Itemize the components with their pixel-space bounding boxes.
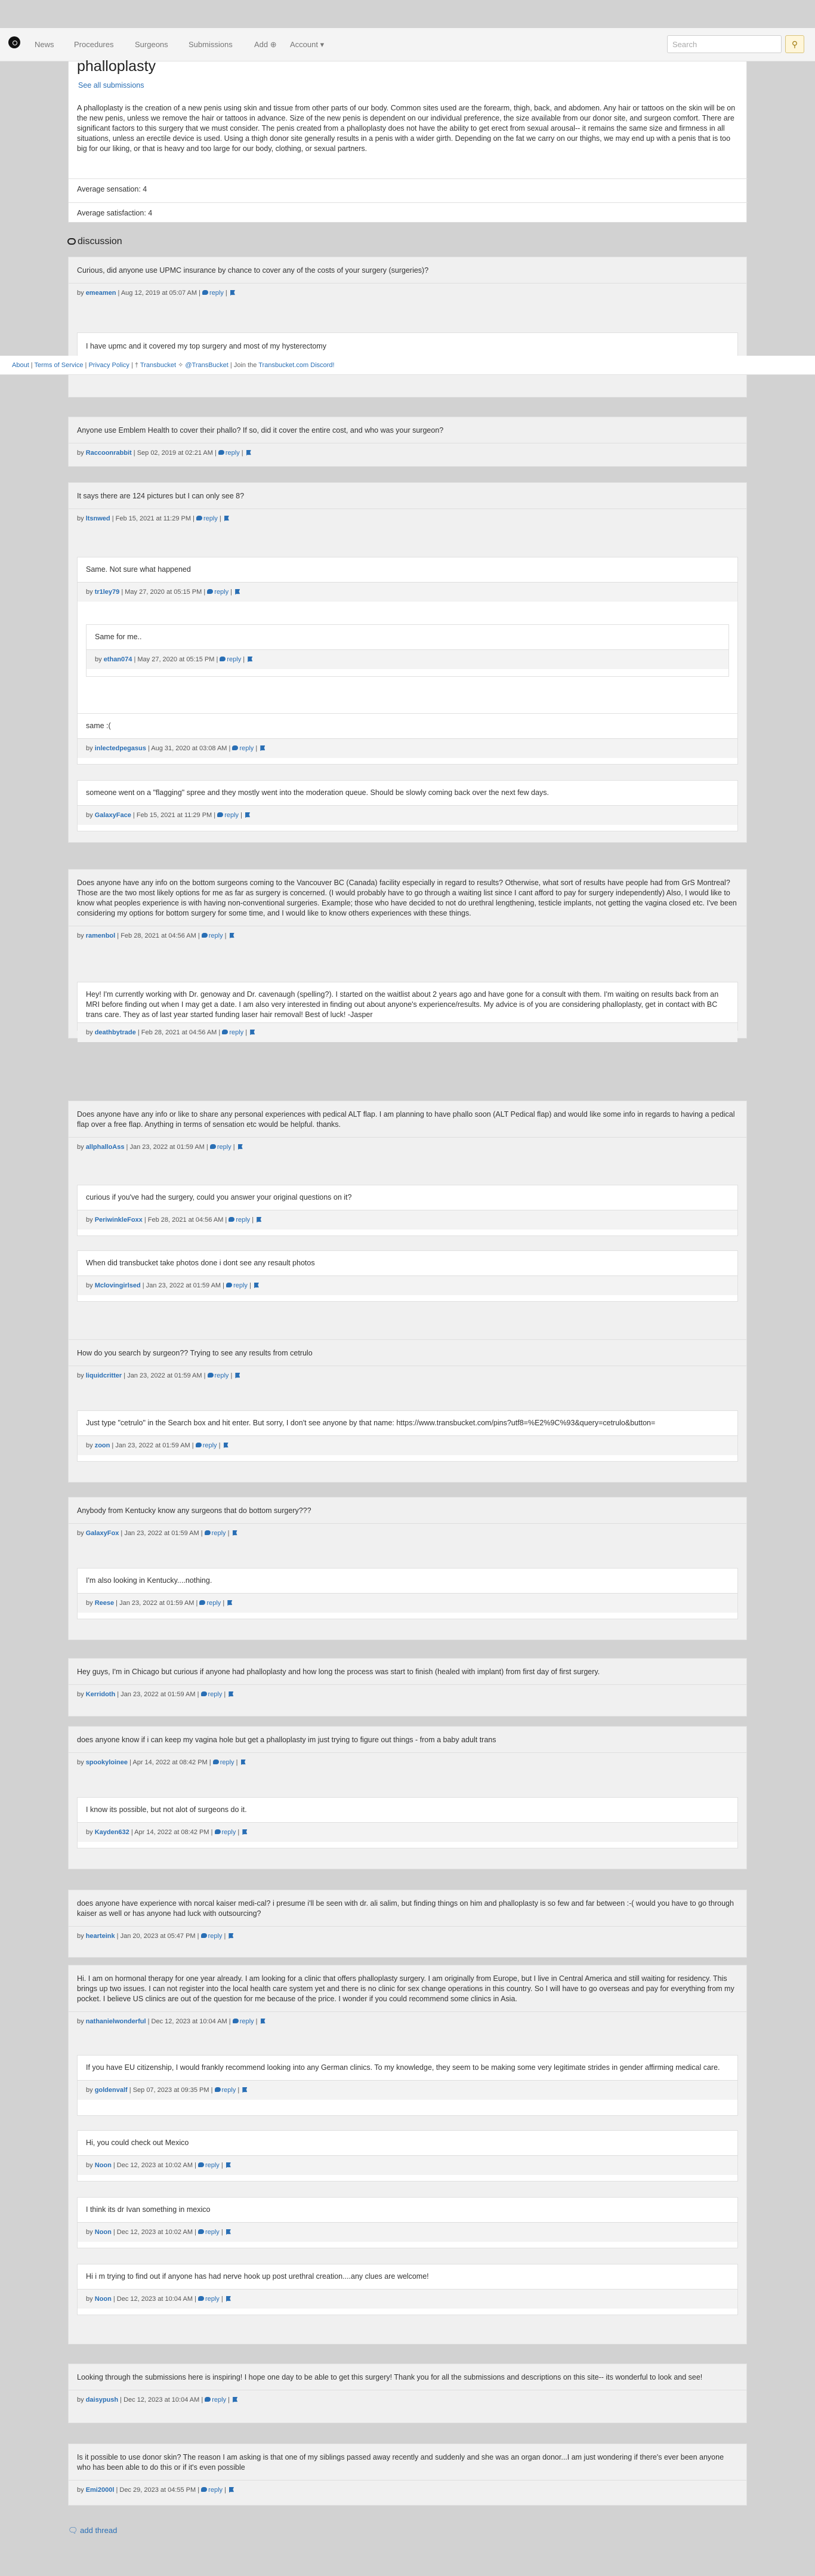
average-satisfaction: Average satisfaction: 4 — [69, 202, 748, 223]
comment-text: If you have EU citizenship, I would frankly recommend looking into any German clinics. To my knowledge, they seem to be making some very legitimate strides in gender affirming medical care. — [86, 2063, 720, 2072]
reply-link[interactable]: reply — [201, 2486, 223, 2494]
reply-icon — [215, 2087, 221, 2092]
thread-meta: by emeamen | Aug 12, 2019 at 05:07 AM | reply | — [69, 283, 746, 303]
flag-icon[interactable] — [246, 450, 251, 455]
comment-meta: by zoon | Jan 23, 2022 at 01:59 AM | reply | — [78, 1435, 737, 1455]
reply-link[interactable]: reply — [201, 1933, 223, 1940]
discussion-heading: discussion — [67, 236, 122, 247]
comment — [77, 2264, 738, 2315]
flag-icon[interactable] — [242, 1829, 247, 1835]
thread — [68, 869, 747, 1039]
comment-text: I think its dr Ivan something in mexico — [86, 2205, 211, 2214]
reply-link[interactable]: reply — [226, 1282, 248, 1289]
reply-icon — [208, 1373, 214, 1378]
comment-author[interactable]: PeriwinkleFoxx — [94, 1216, 143, 1224]
flag-icon[interactable] — [242, 2087, 247, 2093]
reply-icon — [213, 1760, 219, 1764]
thread-meta: by daisypush | Dec 12, 2023 at 10:04 AM | reply | — [69, 2390, 746, 2409]
footer-terms-link[interactable]: Terms of Service — [34, 362, 84, 369]
nav-account[interactable]: Account ▾ — [290, 40, 325, 49]
comment — [77, 1185, 738, 1236]
thread-meta: by ramenbol | Feb 28, 2021 at 04:56 AM | reply | — [69, 926, 746, 945]
flag-icon[interactable] — [230, 290, 235, 295]
reply-link[interactable]: reply — [208, 1372, 229, 1379]
thread-author[interactable]: allphalloAss — [85, 1144, 125, 1151]
average-sensation: Average sensation: 4 — [69, 178, 748, 199]
reply-icon — [199, 1600, 205, 1605]
thread — [68, 2443, 747, 2506]
thread-author[interactable]: nathanielwonderful — [85, 2018, 146, 2025]
reply-link[interactable]: reply — [196, 515, 218, 522]
reply-icon — [202, 933, 208, 938]
comment-text: curious if you've had the surgery, could you answer your original questions on it? — [86, 1193, 352, 1201]
reply-link[interactable]: reply — [222, 1029, 243, 1036]
flag-icon[interactable] — [233, 2397, 237, 2402]
thread-author[interactable]: hearteink — [85, 1933, 115, 1940]
comment-meta: by Noon | Dec 12, 2023 at 10:02 AM | reply | — [78, 2222, 737, 2242]
reply-link[interactable]: reply — [205, 1530, 226, 1537]
reply-link[interactable]: reply — [199, 1600, 221, 1607]
thread-meta: by GalaxyFox | Jan 23, 2022 at 01:59 AM | reply | — [69, 1523, 746, 1543]
reply-link[interactable]: reply — [210, 1144, 231, 1151]
reply-link[interactable]: reply — [213, 1759, 234, 1766]
comment-author[interactable]: inlectedpegasus — [94, 745, 146, 752]
flag-icon[interactable] — [233, 1530, 237, 1536]
reply-icon — [220, 657, 226, 661]
flag-icon[interactable] — [227, 1600, 232, 1606]
twitter-icon: ✧ — [178, 362, 184, 369]
comment-meta: by inlectedpegasus | Aug 31, 2020 at 03:08 AM | reply | — [78, 738, 737, 758]
flag-icon[interactable] — [229, 2487, 234, 2492]
comment-meta: by Noon | Dec 12, 2023 at 10:04 AM | reply | — [78, 2289, 737, 2309]
comment — [77, 713, 738, 765]
flag-icon[interactable] — [261, 2019, 266, 2024]
comment-text: I know its possible, but not alot of surgeons do it. — [86, 1805, 247, 1814]
nav-add[interactable]: Add ⊕ — [254, 40, 277, 49]
thread — [68, 257, 747, 398]
comment-author[interactable]: Noon — [94, 2162, 112, 2169]
thread-meta: by liquidcritter | Jan 23, 2022 at 01:59 AM | reply | — [69, 1366, 746, 1385]
comments-icon — [67, 238, 76, 245]
flag-icon[interactable] — [245, 812, 250, 818]
thread-text: Does anyone have any info or like to share any personal experiences with pedical ALT flap. I am planning to have phallo soon (ALT Pedical flap) and would like some info in regards to having a pedical flap over a free flap. Anything in terms of sensation etc would be helpful. thanks. — [77, 1110, 735, 1129]
thread-text: does anyone know if i can keep my vagina hole but get a phalloplasty im just trying to figure out things - from a baby adult trans — [77, 1736, 496, 1744]
reply-icon — [222, 1030, 228, 1034]
reply-icon — [207, 589, 213, 594]
reply-icon — [196, 1443, 202, 1447]
comment — [77, 1568, 738, 1619]
comment-text: I have upmc and it covered my top surgery and most of my hysterectomy — [86, 342, 326, 350]
thread-meta: by nathanielwonderful | Dec 12, 2023 at 10:04 AM | reply | — [69, 2011, 746, 2031]
thread-author[interactable]: emeamen — [85, 289, 116, 297]
comment-meta: by PeriwinkleFoxx | Feb 28, 2021 at 04:56 AM | reply | — [78, 1210, 737, 1230]
comment-meta: by GalaxyFace | Feb 15, 2021 at 11:29 PM | reply | — [78, 805, 737, 825]
thread-text: does anyone have experience with norcal kaiser medi-cal? i presume i'll be seen with dr. ali salim, but finding things on him and phalloplasty is so few and far between :-( would you have to go through kaiser as well or has anyone had luck with outsourcing? — [77, 1899, 734, 1918]
comment-author[interactable]: Reese — [94, 1600, 115, 1607]
search-icon: ⚲ — [791, 39, 798, 49]
thread-text: Is it possible to use donor skin? The reason I am asking is that one of my siblings passed away recently and suddenly and she was an organ donor...I am just wondering if there's ever been anyone who has been able to do this or if it's even possible — [77, 2453, 724, 2472]
flag-icon[interactable] — [238, 1144, 243, 1150]
reply-link[interactable]: reply — [196, 1442, 217, 1449]
reply-link[interactable]: reply — [202, 289, 224, 297]
nested-comment — [86, 624, 729, 677]
flag-icon[interactable] — [224, 516, 229, 521]
flag-icon[interactable] — [257, 1217, 261, 1222]
thread — [68, 2364, 747, 2423]
footer-privacy-link[interactable]: Privacy Policy — [88, 362, 129, 369]
comment-author[interactable]: Mclovingirlsed — [94, 1282, 141, 1289]
nav-submissions[interactable]: Submissions — [189, 40, 233, 49]
nav-news[interactable]: News — [35, 40, 54, 49]
thread — [68, 1497, 747, 1640]
comment-meta: by Noon | Dec 12, 2023 at 10:02 AM | reply | — [78, 2155, 737, 2175]
reply-link[interactable]: reply — [205, 2396, 226, 2404]
reply-icon — [233, 2019, 239, 2023]
comment — [77, 2055, 738, 2116]
flag-icon[interactable] — [250, 1030, 255, 1035]
procedure-title: phalloplasty — [77, 58, 156, 75]
comment-meta: by ethan074 | May 27, 2020 at 05:15 PM | reply | — [87, 649, 728, 669]
reply-link[interactable]: reply — [215, 2087, 236, 2094]
reply-icon — [226, 1283, 232, 1287]
thread — [68, 482, 747, 843]
thread-meta: by ltsnwed | Feb 15, 2021 at 11:29 PM | reply | — [69, 509, 746, 528]
comment-author[interactable]: goldenvalf — [94, 2087, 128, 2094]
comment-text: same :( — [86, 722, 111, 730]
transbucket-icon: † — [134, 362, 139, 369]
see-all-submissions-link[interactable]: See all submissions — [78, 81, 144, 90]
thread-text: Anybody from Kentucky know any surgeons that do bottom surgery??? — [77, 1506, 311, 1515]
thread-text: Anyone use Emblem Health to cover their phallo? If so, did it cover the entire cost, and who was your surgeon? — [77, 426, 444, 435]
reply-icon — [201, 1691, 207, 1696]
comment-author[interactable]: deathbytrade — [94, 1029, 136, 1036]
thread-meta: by spookyloinee | Apr 14, 2022 at 08:42 PM | reply | — [69, 1752, 746, 1772]
flag-icon[interactable] — [226, 2162, 231, 2168]
reply-icon — [198, 2296, 204, 2301]
reply-icon — [198, 2229, 204, 2234]
reply-link[interactable]: reply — [198, 2295, 220, 2303]
thread-text: Curious, did anyone use UPMC insurance by chance to cover any of the costs of your surgery (surgeries)? — [77, 266, 429, 275]
comment-text: Hi, you could check out Mexico — [86, 2139, 189, 2147]
reply-link[interactable]: reply — [202, 932, 223, 939]
reply-icon — [201, 1933, 207, 1938]
comment-meta: by Mclovingirlsed | Jan 23, 2022 at 01:59 AM | reply | — [78, 1275, 737, 1295]
flag-icon[interactable] — [254, 1283, 259, 1288]
caret-down-icon: ▾ — [320, 40, 325, 49]
reply-link[interactable]: reply — [218, 449, 240, 457]
thread — [68, 417, 747, 467]
reply-link[interactable]: reply — [229, 1216, 250, 1224]
thread-text: Hi. I am on hormonal therapy for one year already. I am looking for a clinic that offers phalloplasty surgery. I am originally from Europe, but I live in Central America and still waiting for residency. This brings up two issues. I can not register into the local health care system yet and there is no clinic for sex change operations in this country. So I will have to go overseas and pay for everything from my pocket. I believe US clinics are out of the question for me because of the price. I wonder if you could recommend some clinics in Asia. — [77, 1974, 734, 2003]
comment-text: Hey! I'm currently working with Dr. genoway and Dr. cavenaugh (spelling?). I started on the waitlist about 2 years ago and have gone for a consult with them. I'm waiting on results back from an MRI before finding out when I may get a date. I am also very interested in finding out about anyone's experience/results. My advice is of you are considering phalloplasty, get in contact with BC trans care. They as of last year started funding laser hair removal! Best of luck! -Jasper — [86, 990, 719, 1019]
thread-author[interactable]: Raccoonrabbit — [85, 449, 132, 457]
comment-meta: by Reese | Jan 23, 2022 at 01:59 AM | reply | — [78, 1593, 737, 1613]
footer: About | Terms of Service | Privacy Policy | † Transbucket ✧ @TransBucket | Join the Transbucket.com Discord! — [0, 356, 815, 375]
reply-link[interactable]: reply — [207, 588, 229, 596]
reply-icon — [229, 1217, 234, 1222]
reply-icon — [201, 2487, 207, 2492]
thread — [68, 1101, 747, 1351]
reply-link[interactable]: reply — [215, 1829, 236, 1836]
comment-meta: by goldenvalf | Sep 07, 2023 at 09:35 PM | reply | — [78, 2080, 737, 2100]
reply-icon — [196, 516, 202, 520]
comment-text: someone went on a "flagging" spree and they mostly went into the moderation queue. Should be slowly coming back over the next few days. — [86, 788, 549, 797]
thread-text: Looking through the submissions here is inspiring! I hope one day to be able to get this surgery! Thank you for all the submissions and descriptions on this site-- its wonderful to look and see! — [77, 2373, 703, 2381]
footer-twitter-link[interactable]: @TransBucket — [185, 362, 229, 369]
reply-link[interactable]: reply — [232, 745, 254, 752]
thread — [68, 1339, 747, 1483]
search-button[interactable] — [785, 35, 804, 53]
reply-link[interactable]: reply — [220, 656, 241, 663]
comment-author[interactable]: GalaxyFace — [94, 812, 131, 819]
comment-meta: by Kayden632 | Apr 14, 2022 at 08:42 PM | reply | — [78, 1822, 737, 1842]
footer-discord-link[interactable]: Transbucket.com Discord! — [258, 362, 335, 369]
thread — [68, 1726, 747, 1869]
comment-meta: by tr1ley79 | May 27, 2020 at 05:15 PM | reply | — [78, 582, 737, 602]
comment-text: When did transbucket take photos done i dont see any resault photos — [86, 1259, 315, 1267]
thread — [68, 1890, 747, 1958]
comment-author[interactable]: ethan074 — [103, 656, 132, 663]
thread-author[interactable]: liquidcritter — [85, 1372, 122, 1379]
thread-author[interactable]: Kerridoth — [85, 1691, 116, 1698]
transbucket-logo-icon[interactable] — [8, 36, 20, 48]
reply-link[interactable]: reply — [198, 2229, 220, 2236]
comment — [77, 557, 738, 730]
reply-icon — [218, 450, 224, 455]
procedure-description: A phalloplasty is the creation of a new penis using skin and tissue from other parts of our body. Common sites used are the forearm, thigh, back, and abdomen. Any hair or tattoos on the skin will be on the new penis, unless we remove the hair or tattoos in advance. Size of the new penis is dependent on our individual preference, the size available from our donor site, and surgeon comfort. There are significant factors to this surgery that we must consider. The penis created from a phalloplasty does not have the ability to get erect from sexual arousal-- it remains the same size and firmness in all situations, unless an erectile device is used. Using a thigh donor site generally results in a penis with a wider girth. Depending on the fat we carry on our thighs, we may end up with a penis that is too big for our liking, or that is heavy and too large for our body, clothing, or sexual partners. — [77, 104, 736, 153]
comment-author[interactable]: Noon — [94, 2295, 112, 2303]
comment-text: Just type "cetrulo" in the Search box and hit enter. But sorry, I don't see anyone by that name: https://www.transbucket.com/pins?utf8=%E2%9C%93&query=cetrulo&button= — [86, 1419, 656, 1427]
comment-icon: 🗨 — [68, 2526, 78, 2535]
thread-meta: by allphalloAss | Jan 23, 2022 at 01:59 AM | reply | — [69, 1137, 746, 1157]
flag-icon[interactable] — [229, 1691, 233, 1697]
reply-icon — [232, 745, 238, 750]
thread-author[interactable]: ltsnwed — [85, 515, 110, 522]
thread-text: Hey guys, I'm in Chicago but curious if anyone had phalloplasty and how long the process was start to finish (healed with implant) from first day of first surgery. — [77, 1668, 600, 1676]
comment-author[interactable]: Kayden632 — [94, 1829, 129, 1836]
comment — [77, 780, 738, 831]
comment-text: Same for me.. — [95, 633, 142, 641]
comment — [77, 2130, 738, 2181]
thread — [68, 1658, 747, 1717]
thread-meta: by Kerridoth | Jan 23, 2022 at 01:59 AM | reply | — [69, 1684, 746, 1704]
thread-author[interactable]: spookyloinee — [85, 1759, 128, 1766]
comment-meta: by deathbytrade | Feb 28, 2021 at 04:56 AM | reply | — [78, 1022, 737, 1042]
procedure-panel — [68, 58, 747, 223]
search-input[interactable] — [667, 35, 782, 53]
comment — [77, 2197, 738, 2248]
thread-author[interactable]: GalaxyFox — [85, 1530, 119, 1537]
thread — [68, 1965, 747, 2344]
reply-link[interactable]: reply — [201, 1691, 223, 1698]
reply-link[interactable]: reply — [198, 2162, 220, 2169]
comment-text: Same. Not sure what happened — [86, 565, 191, 574]
nav-procedures[interactable]: Procedures — [74, 40, 114, 49]
plus-circle-icon: ⊕ — [270, 40, 277, 49]
reply-link[interactable]: reply — [217, 812, 239, 819]
flag-icon[interactable] — [226, 2229, 231, 2235]
flag-icon[interactable] — [241, 1760, 246, 1765]
comment-text: I'm also looking in Kentucky....nothing. — [86, 1576, 212, 1585]
flag-icon[interactable] — [235, 1373, 240, 1378]
thread-author[interactable]: Emi2000l — [85, 2486, 115, 2494]
flag-icon[interactable] — [224, 1443, 229, 1448]
thread-author[interactable]: ramenbol — [85, 932, 116, 939]
comment-author[interactable]: tr1ley79 — [94, 588, 120, 596]
flag-icon[interactable] — [248, 657, 252, 662]
reply-icon — [202, 290, 208, 295]
reply-icon — [205, 1530, 211, 1535]
reply-icon — [210, 1144, 216, 1149]
comment-author[interactable]: zoon — [94, 1442, 110, 1449]
comment — [77, 1797, 738, 1848]
add-thread-link[interactable]: 🗨 add thread — [68, 2526, 118, 2535]
thread-text: It says there are 124 pictures but I can only see 8? — [77, 492, 245, 500]
flag-icon[interactable] — [260, 745, 265, 751]
thread-meta: by hearteink | Jan 20, 2023 at 05:47 PM | reply | — [69, 1926, 746, 1946]
comment — [77, 982, 738, 1036]
footer-about-link[interactable]: About — [12, 362, 29, 369]
thread-text: Does anyone have any info on the bottom surgeons coming to the Vancouver BC (Canada) facility especially in regard to results? Otherwise, what sort of results have people had from GrS Montreal? Those are the two most likely options for me as far as surgery is concerned. (I would probably have to go through a waiting list since I cant afford to pay for surgery independently) Also, I would like to know what peoples experience is with having non-conventional surgeries. Example; those who have decided to not do urethral lengthening, testicle implants, not getting the vagina closed etc. I've been considering my options for bottom surgery for some time, and I would like to know others experiences with these things. — [77, 879, 737, 917]
nav-surgeons[interactable]: Surgeons — [135, 40, 168, 49]
comment-text: Hi i m trying to find out if anyone has had nerve hook up post urethral creation....any clues are welcome! — [86, 2272, 429, 2281]
reply-link[interactable]: reply — [233, 2018, 254, 2025]
reply-icon — [198, 2162, 204, 2167]
reply-icon — [215, 1829, 221, 1834]
navbar — [0, 28, 815, 61]
reply-icon — [205, 2397, 211, 2402]
footer-transbucket-link[interactable]: Transbucket — [140, 362, 176, 369]
reply-icon — [217, 812, 223, 817]
comment — [77, 1250, 738, 1302]
flag-icon[interactable] — [230, 933, 234, 938]
thread-meta: by Raccoonrabbit | Sep 02, 2019 at 02:21 AM | reply | — [69, 443, 746, 463]
thread-text: How do you search by surgeon?? Trying to see any results from cetrulo — [77, 1349, 313, 1357]
comment-author[interactable]: Noon — [94, 2229, 112, 2236]
flag-icon[interactable] — [229, 1933, 233, 1939]
thread-author[interactable]: daisypush — [85, 2396, 119, 2404]
flag-icon[interactable] — [226, 2296, 231, 2301]
flag-icon[interactable] — [235, 589, 240, 594]
thread-meta: by Emi2000l | Dec 29, 2023 at 04:55 PM | reply | — [69, 2480, 746, 2500]
comment — [77, 1410, 738, 1462]
